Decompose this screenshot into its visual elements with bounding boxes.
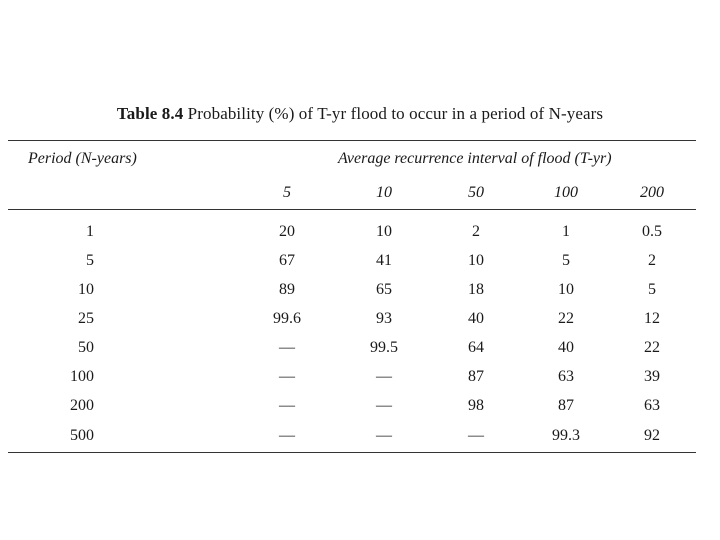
column-header: 5 [283, 184, 291, 201]
table-number: Table 8.4 [116, 104, 184, 123]
probability-cell: 64 [468, 339, 484, 356]
period-cell: 10 [78, 281, 94, 298]
period-cell: 1 [86, 223, 94, 240]
probability-cell: 10 [376, 223, 392, 240]
probability-cell: 10 [558, 281, 574, 298]
probability-cell: — [279, 427, 295, 444]
bottom-rule [8, 452, 696, 453]
probability-cell: — [279, 368, 295, 385]
probability-cell: — [279, 397, 295, 414]
probability-cell: — [376, 368, 392, 385]
probability-cell: 63 [644, 397, 660, 414]
table-caption: Probability (%) of T-yr flood to occur in a period of N-years [187, 104, 604, 123]
probability-cell: 12 [644, 310, 660, 327]
header-rule [8, 209, 696, 210]
probability-cell: 2 [648, 252, 656, 269]
probability-cell: — [376, 427, 392, 444]
period-cell: 25 [78, 310, 94, 327]
interval-header: Average recurrence interval of flood (T-yr) [338, 150, 612, 167]
probability-cell: 22 [558, 310, 574, 327]
period-cell: 50 [78, 339, 94, 356]
probability-cell: 40 [558, 339, 574, 356]
probability-cell: 1 [562, 223, 570, 240]
table-title [0, 104, 720, 124]
probability-cell: 67 [279, 252, 295, 269]
probability-cell: 0.5 [642, 223, 662, 240]
period-cell: 5 [86, 252, 94, 269]
probability-cell: 2 [472, 223, 480, 240]
column-header: 100 [554, 184, 578, 201]
probability-cell: 99.5 [370, 339, 398, 356]
column-header: 200 [640, 184, 664, 201]
period-cell: 100 [70, 368, 94, 385]
probability-cell: 92 [644, 427, 660, 444]
probability-cell: 18 [468, 281, 484, 298]
probability-cell: 40 [468, 310, 484, 327]
probability-cell: 99.3 [552, 427, 580, 444]
probability-cell: 10 [468, 252, 484, 269]
column-header: 10 [376, 184, 392, 201]
top-rule [8, 140, 696, 141]
period-cell: 200 [70, 397, 94, 414]
probability-cell: 89 [279, 281, 295, 298]
probability-cell: 93 [376, 310, 392, 327]
period-cell: 500 [70, 427, 94, 444]
probability-cell: 5 [562, 252, 570, 269]
probability-cell: — [279, 339, 295, 356]
column-header: 50 [468, 184, 484, 201]
probability-cell: 65 [376, 281, 392, 298]
probability-cell: 22 [644, 339, 660, 356]
probability-cell: 87 [558, 397, 574, 414]
probability-cell: — [376, 397, 392, 414]
probability-cell: 63 [558, 368, 574, 385]
probability-cell: 5 [648, 281, 656, 298]
probability-cell: 99.6 [273, 310, 301, 327]
probability-cell: — [468, 427, 484, 444]
probability-cell: 20 [279, 223, 295, 240]
probability-cell: 41 [376, 252, 392, 269]
probability-cell: 98 [468, 397, 484, 414]
probability-cell: 87 [468, 368, 484, 385]
period-header: Period (N-years) [28, 150, 137, 167]
probability-cell: 39 [644, 368, 660, 385]
